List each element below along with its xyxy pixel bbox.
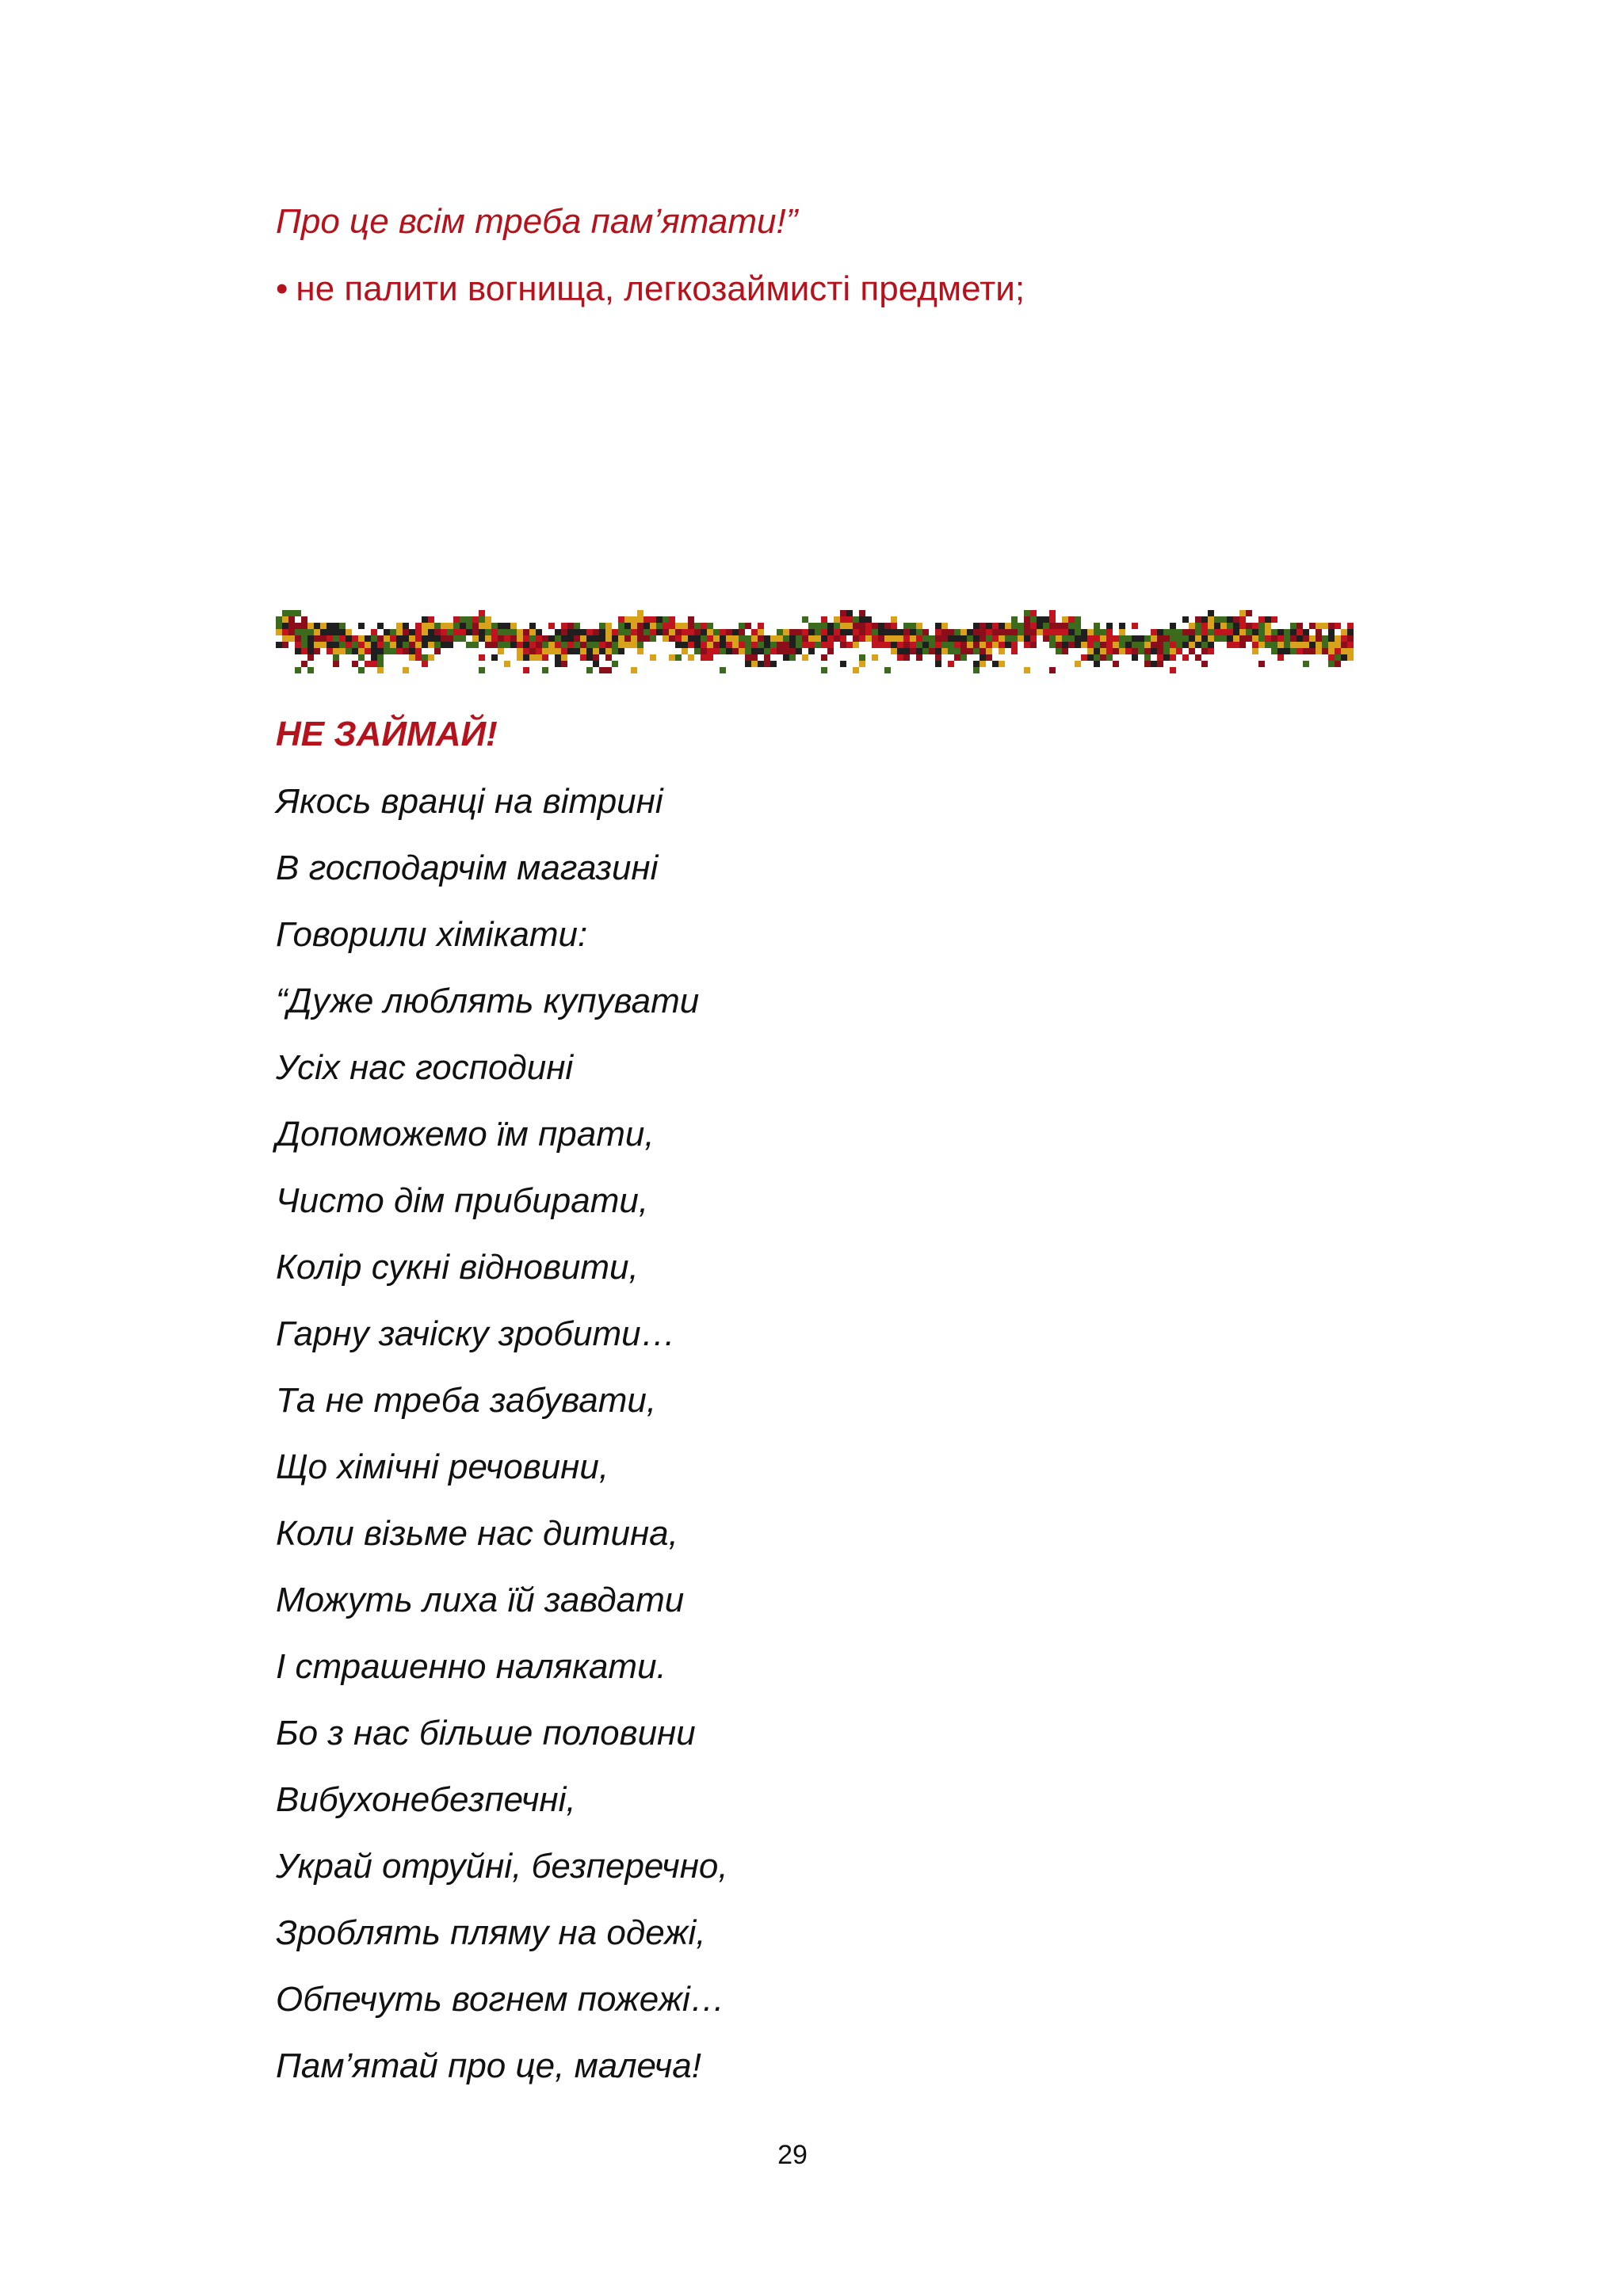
poem-line: Говорили хімікати: — [276, 915, 588, 954]
poem-line: Обпечуть вогнем пожежі… — [276, 1980, 725, 2019]
poem-line: Зроблять пляму на одежі, — [276, 1913, 706, 1952]
poem-line: Та не треба забувати, — [276, 1381, 657, 1420]
bullet-icon: • — [276, 269, 288, 308]
poem-body — [276, 778, 728, 2109]
bullet-item — [276, 265, 1025, 313]
poem-line: Що хімічні речовини, — [276, 1447, 609, 1486]
poem-line: Украй отруйні, безперечно, — [276, 1847, 728, 1886]
page-number: 29 — [777, 2140, 808, 2170]
poem-line: “Дуже люблять купувати — [276, 982, 700, 1020]
poem-line: І страшенно налякати. — [276, 1647, 666, 1686]
poem-line: Вибухонебезпечні, — [276, 1780, 576, 1819]
bullet-text: не палити вогнища, легкозаймисті предмети; — [296, 269, 1025, 308]
poem-line: Якось вранці на вітрині — [276, 782, 663, 821]
poem-line: Можуть лиха їй завдати — [276, 1581, 685, 1619]
poem-line: Чисто дім прибирати, — [276, 1181, 649, 1220]
poem-line: Допоможемо їм прати, — [276, 1115, 655, 1154]
poem-line: Гарну зачіску зробити… — [276, 1314, 676, 1353]
poem-line: Усіх нас господині — [276, 1048, 574, 1087]
intro-italic-line: Про це всім треба пам’ятати!” — [276, 202, 798, 241]
poem-line: В господарчім магазині — [276, 849, 659, 887]
poem-line: Коли візьме нас дитина, — [276, 1514, 678, 1553]
poem-line: Пам’ятай про це, малеча! — [276, 2046, 702, 2085]
poem-line: Колір сукні відновити, — [276, 1248, 639, 1287]
poem-title: НЕ ЗАЙМАЙ! — [276, 715, 498, 753]
embroidery-ornament-icon — [276, 610, 1354, 673]
poem-line: Бо з нас більше половини — [276, 1714, 696, 1753]
